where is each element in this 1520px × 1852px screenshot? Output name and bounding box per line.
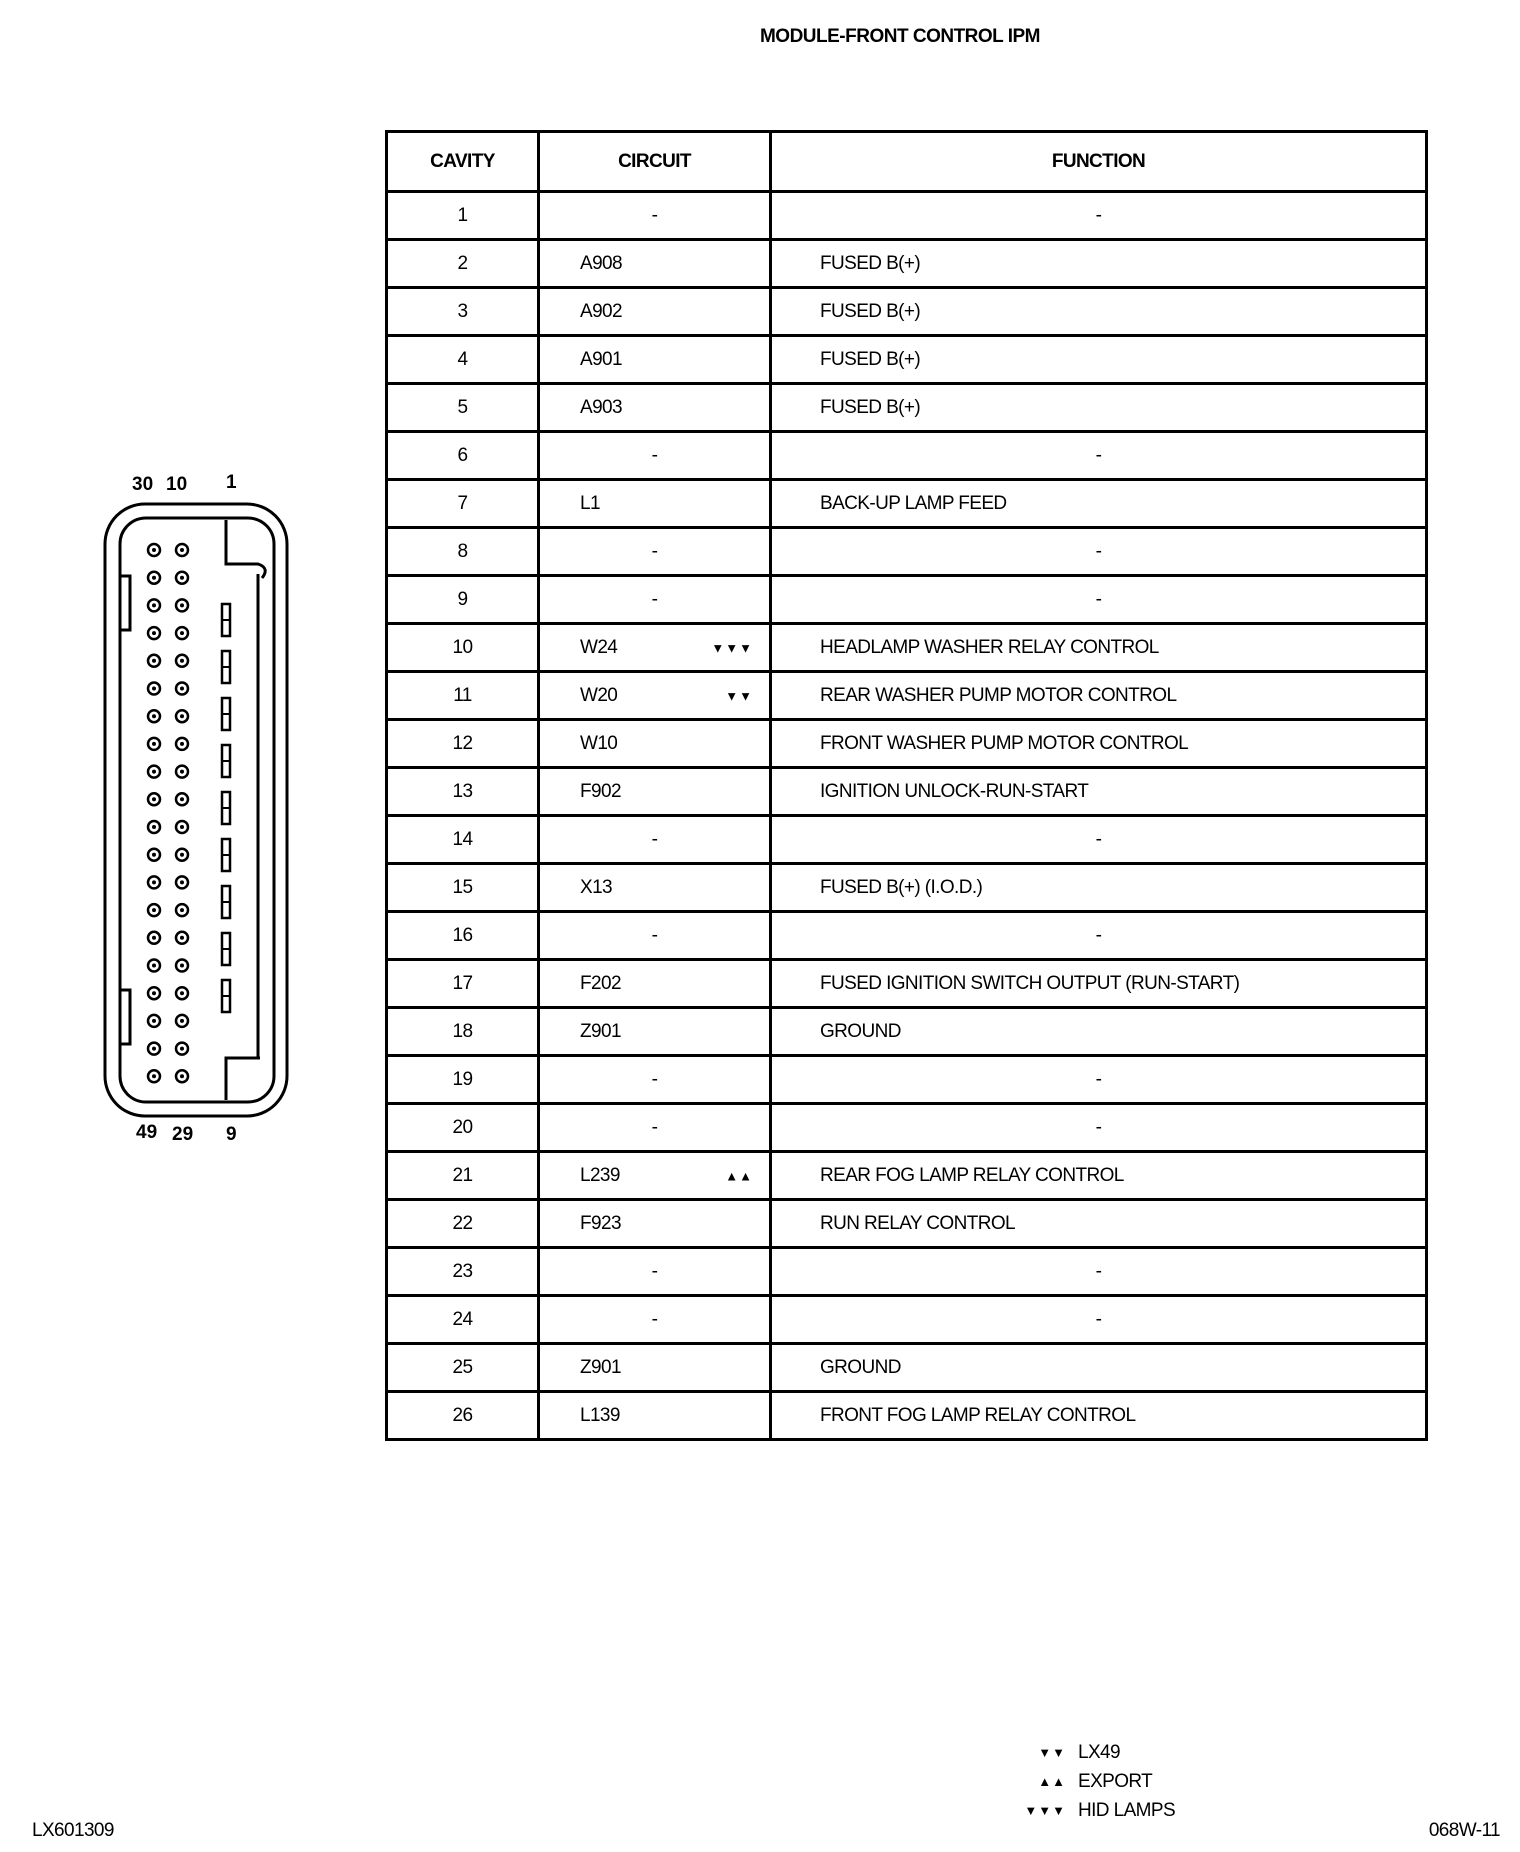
connector-pin-center — [152, 687, 156, 691]
cavity-cell: 4 — [387, 336, 539, 384]
circuit-code: A902 — [580, 300, 622, 322]
circuit-cell — [539, 672, 771, 720]
legend-symbol: ▼▼▼ — [1024, 1803, 1066, 1818]
circuit-code: - — [651, 1308, 658, 1330]
connector-pin-center — [152, 1019, 156, 1023]
function-cell: RUN RELAY CONTROL — [771, 1200, 1427, 1248]
function-cell: - — [771, 192, 1427, 240]
table-row — [387, 1248, 1427, 1296]
connector-pin-center — [152, 908, 156, 912]
cavity-cell: 18 — [387, 1008, 539, 1056]
circuit-cell — [539, 1152, 771, 1200]
connector-outer-shell — [105, 504, 287, 1116]
table-row — [387, 192, 1427, 240]
table-row — [387, 864, 1427, 912]
circuit-code: - — [651, 1260, 658, 1282]
connector-key-bottom — [226, 1058, 260, 1100]
function-cell: - — [771, 528, 1427, 576]
connector-pin-center — [180, 908, 184, 912]
circuit-code: - — [651, 444, 658, 466]
connector-pin-center — [152, 964, 156, 968]
circuit-cell — [539, 960, 771, 1008]
legend-item — [1020, 1796, 1175, 1825]
table-row — [387, 1008, 1427, 1056]
connector-pin-center — [152, 853, 156, 857]
table-header-row — [387, 132, 1427, 192]
connector-pin-center — [152, 659, 156, 663]
function-cell: HEADLAMP WASHER RELAY CONTROL — [771, 624, 1427, 672]
circuit-code: W20 — [580, 684, 618, 706]
table-row — [387, 768, 1427, 816]
circuit-code: A901 — [580, 348, 622, 370]
function-cell: REAR FOG LAMP RELAY CONTROL — [771, 1152, 1427, 1200]
table-row — [387, 1344, 1427, 1392]
table-row — [387, 1200, 1427, 1248]
table-row — [387, 288, 1427, 336]
circuit-cell — [539, 720, 771, 768]
circuit-cell — [539, 192, 771, 240]
connector-pin-center — [180, 576, 184, 580]
connector-pin-center — [180, 631, 184, 635]
table-row — [387, 240, 1427, 288]
connector-pin-center — [152, 631, 156, 635]
connector-latch — [120, 990, 130, 1044]
connector-pin-center — [180, 880, 184, 884]
circuit-code: - — [651, 204, 658, 226]
circuit-cell — [539, 1200, 771, 1248]
legend-item — [1020, 1738, 1175, 1767]
connector-inner-shell — [120, 518, 274, 1102]
circuit-cell — [539, 240, 771, 288]
function-cell: - — [771, 1248, 1427, 1296]
circuit-code: X13 — [580, 876, 613, 898]
connector-pin-center — [180, 714, 184, 718]
cavity-cell: 15 — [387, 864, 539, 912]
circuit-code: A908 — [580, 252, 622, 274]
circuit-cell — [539, 288, 771, 336]
cavity-cell: 11 — [387, 672, 539, 720]
cavity-cell: 10 — [387, 624, 539, 672]
circuit-code: - — [651, 540, 658, 562]
connector-slots — [222, 604, 230, 1012]
circuit-code: - — [651, 588, 658, 610]
legend-symbol: ▲▲ — [1038, 1774, 1066, 1789]
cavity-cell: 24 — [387, 1296, 539, 1344]
circuit-code: - — [651, 924, 658, 946]
legend-symbol: ▼▼ — [1038, 1745, 1066, 1760]
function-cell: - — [771, 1056, 1427, 1104]
header-cavity: CAVITY — [387, 132, 539, 192]
cavity-cell: 17 — [387, 960, 539, 1008]
connector-pin-center — [180, 936, 184, 940]
function-cell: - — [771, 912, 1427, 960]
connector-label-bottom: 9 — [226, 1124, 237, 1145]
circuit-cell — [539, 624, 771, 672]
connector-label-top: 30 — [132, 474, 154, 495]
table-row — [387, 1104, 1427, 1152]
connector-pin-center — [180, 1019, 184, 1023]
cavity-cell: 5 — [387, 384, 539, 432]
legend-label: EXPORT — [1078, 1770, 1153, 1792]
function-cell: - — [771, 576, 1427, 624]
circuit-code: L239 — [580, 1164, 620, 1186]
function-cell: FUSED B(+) — [771, 240, 1427, 288]
pinout-table — [385, 130, 1428, 1441]
circuit-code: W24 — [580, 636, 618, 658]
connector-pin-center — [152, 936, 156, 940]
circuit-cell — [539, 480, 771, 528]
connector-pins — [148, 544, 188, 1082]
connector-pin-center — [180, 797, 184, 801]
table-row — [387, 480, 1427, 528]
cavity-cell: 20 — [387, 1104, 539, 1152]
table-row — [387, 624, 1427, 672]
function-cell: FUSED B(+) — [771, 336, 1427, 384]
circuit-cell — [539, 816, 771, 864]
connector-pin-center — [152, 880, 156, 884]
table-row — [387, 432, 1427, 480]
connector-pin-center — [180, 853, 184, 857]
legend-label: LX49 — [1078, 1741, 1120, 1763]
table-row — [387, 384, 1427, 432]
connector-pin-center — [152, 770, 156, 774]
legend-item — [1020, 1767, 1175, 1796]
function-cell: FUSED B(+) (I.O.D.) — [771, 864, 1427, 912]
cavity-cell: 2 — [387, 240, 539, 288]
table-row — [387, 576, 1427, 624]
circuit-cell — [539, 768, 771, 816]
table-row — [387, 1152, 1427, 1200]
circuit-cell — [539, 1104, 771, 1152]
function-cell: BACK-UP LAMP FEED — [771, 480, 1427, 528]
table-row — [387, 336, 1427, 384]
function-cell: FUSED IGNITION SWITCH OUTPUT (RUN-START) — [771, 960, 1427, 1008]
circuit-code: L139 — [580, 1404, 620, 1426]
circuit-code: A903 — [580, 396, 622, 418]
connector-pin-center — [180, 687, 184, 691]
footer-right-code: 068W-11 — [1428, 1820, 1500, 1841]
cavity-cell: 3 — [387, 288, 539, 336]
circuit-code: - — [651, 1068, 658, 1090]
connector-pin-center — [152, 576, 156, 580]
connector-pin-center — [180, 659, 184, 663]
function-cell: FRONT FOG LAMP RELAY CONTROL — [771, 1392, 1427, 1440]
cavity-cell: 8 — [387, 528, 539, 576]
option-marker: ▼▼ — [725, 688, 753, 703]
cavity-cell: 23 — [387, 1248, 539, 1296]
connector-pin-center — [180, 1074, 184, 1078]
function-cell: FRONT WASHER PUMP MOTOR CONTROL — [771, 720, 1427, 768]
cavity-cell: 25 — [387, 1344, 539, 1392]
connector-label-top: 10 — [166, 474, 188, 495]
connector-pin-center — [180, 1047, 184, 1051]
cavity-cell: 26 — [387, 1392, 539, 1440]
connector-pin-center — [180, 825, 184, 829]
cavity-cell: 14 — [387, 816, 539, 864]
function-cell: - — [771, 1296, 1427, 1344]
circuit-cell — [539, 528, 771, 576]
page-title: MODULE-FRONT CONTROL IPM — [759, 26, 1040, 47]
circuit-cell — [539, 384, 771, 432]
circuit-code: F923 — [580, 1212, 621, 1234]
connector-pin-center — [180, 548, 184, 552]
connector-pin-center — [152, 825, 156, 829]
table-row — [387, 960, 1427, 1008]
function-cell: FUSED B(+) — [771, 384, 1427, 432]
connector-pin-center — [152, 1047, 156, 1051]
circuit-cell — [539, 1248, 771, 1296]
circuit-code: L1 — [580, 492, 600, 514]
connector-label-top: 1 — [226, 472, 237, 493]
connector-pin-center — [180, 770, 184, 774]
function-cell: - — [771, 432, 1427, 480]
table-row — [387, 1392, 1427, 1440]
connector-label-bottom: 49 — [136, 1122, 158, 1143]
cavity-cell: 19 — [387, 1056, 539, 1104]
connector-latch — [120, 576, 130, 630]
circuit-cell — [539, 576, 771, 624]
function-cell: FUSED B(+) — [771, 288, 1427, 336]
cavity-cell: 6 — [387, 432, 539, 480]
cavity-cell: 16 — [387, 912, 539, 960]
cavity-cell: 22 — [387, 1200, 539, 1248]
connector-pin-center — [152, 603, 156, 607]
circuit-cell — [539, 912, 771, 960]
function-cell: GROUND — [771, 1008, 1427, 1056]
connector-pin-center — [152, 797, 156, 801]
cavity-cell: 7 — [387, 480, 539, 528]
function-cell: - — [771, 816, 1427, 864]
connector-key-top — [226, 520, 265, 578]
cavity-cell: 9 — [387, 576, 539, 624]
function-cell: GROUND — [771, 1344, 1427, 1392]
circuit-code: W10 — [580, 732, 618, 754]
connector-pin-center — [180, 991, 184, 995]
table-row — [387, 528, 1427, 576]
circuit-cell — [539, 864, 771, 912]
circuit-cell — [539, 1344, 771, 1392]
connector-pin-center — [152, 1074, 156, 1078]
option-marker: ▼▼▼ — [711, 640, 753, 655]
table-row — [387, 1296, 1427, 1344]
circuit-cell — [539, 432, 771, 480]
cavity-cell: 12 — [387, 720, 539, 768]
table-row — [387, 720, 1427, 768]
connector-pin-center — [180, 603, 184, 607]
circuit-code: - — [651, 1116, 658, 1138]
connector-pin-center — [180, 964, 184, 968]
table-row — [387, 816, 1427, 864]
connector-diagram — [100, 468, 300, 1148]
circuit-cell — [539, 1008, 771, 1056]
circuit-cell — [539, 1056, 771, 1104]
connector-pin-center — [152, 548, 156, 552]
connector-pin-center — [180, 742, 184, 746]
option-marker: ▲▲ — [725, 1168, 753, 1183]
connector-pin-center — [152, 714, 156, 718]
circuit-cell — [539, 1392, 771, 1440]
cavity-cell: 1 — [387, 192, 539, 240]
circuit-code: F202 — [580, 972, 621, 994]
circuit-code: - — [651, 828, 658, 850]
header-function: FUNCTION — [771, 132, 1427, 192]
connector-pin-center — [152, 991, 156, 995]
legend — [1020, 1738, 1175, 1825]
connector-label-bottom: 29 — [172, 1124, 194, 1145]
cavity-cell: 21 — [387, 1152, 539, 1200]
circuit-code: Z901 — [580, 1356, 621, 1378]
cavity-cell: 13 — [387, 768, 539, 816]
function-cell: IGNITION UNLOCK-RUN-START — [771, 768, 1427, 816]
function-cell: - — [771, 1104, 1427, 1152]
function-cell: REAR WASHER PUMP MOTOR CONTROL — [771, 672, 1427, 720]
connector-pin-center — [152, 742, 156, 746]
circuit-cell — [539, 1296, 771, 1344]
circuit-code: Z901 — [580, 1020, 621, 1042]
circuit-code: F902 — [580, 780, 621, 802]
header-circuit: CIRCUIT — [539, 132, 771, 192]
table-row — [387, 912, 1427, 960]
table-row — [387, 672, 1427, 720]
footer-left-code: LX601309 — [32, 1820, 114, 1841]
table-row — [387, 1056, 1427, 1104]
circuit-cell — [539, 336, 771, 384]
legend-label: HID LAMPS — [1078, 1799, 1176, 1821]
